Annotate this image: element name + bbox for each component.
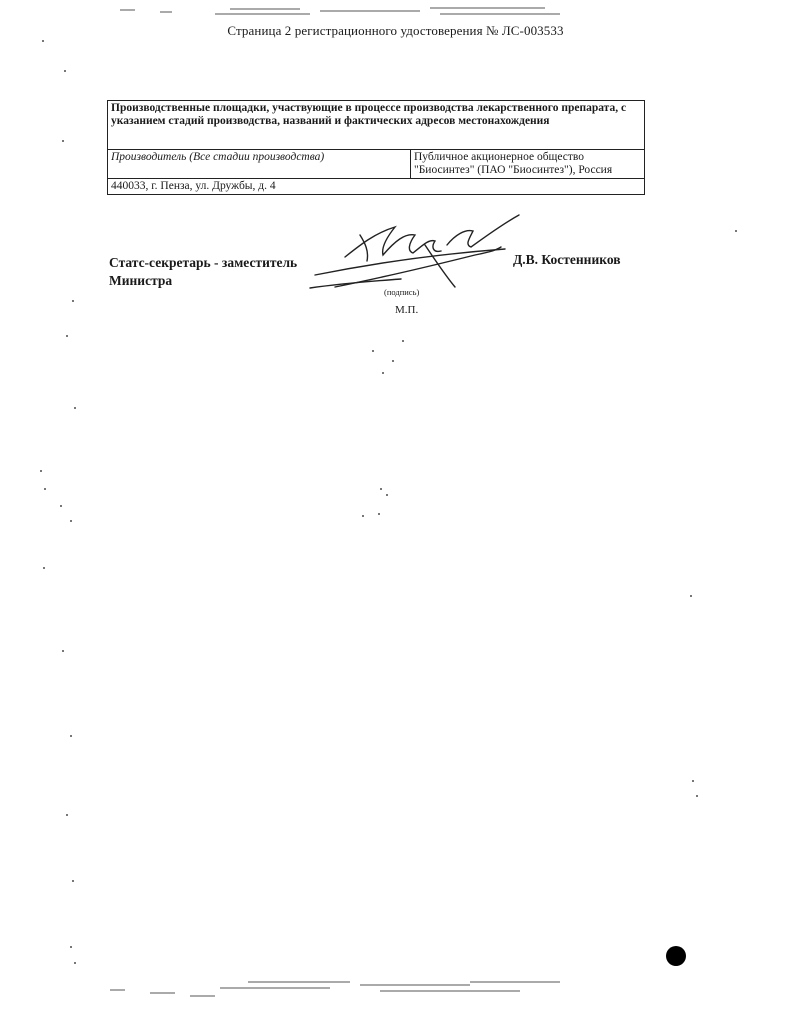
handwritten-signature (305, 205, 540, 295)
table-heading: Производственные площадки, участвующие в процессе производства лекарственного препарата, с указанием стадий производства, названий и фактических адресов местонахождения (108, 101, 645, 150)
table-row (108, 150, 645, 179)
production-sites-table (107, 100, 645, 195)
page-title: Страница 2 регистрационного удостоверения № ЛС-003533 (227, 23, 564, 38)
manufacturer-name: Публичное акционерное общество "Биосинтез" (ПАО "Биосинтез"), Россия (411, 150, 645, 179)
signature-caption: (подпись) (384, 287, 420, 297)
scan-dot (666, 946, 686, 966)
table-row (108, 179, 645, 195)
signatory-name: Д.В. Костенников (513, 252, 621, 267)
manufacturer-stage-label: Производитель (Все стадии производства) (108, 150, 411, 179)
signatory-position: Статс-секретарь - заместитель Министра (109, 255, 298, 288)
seal-mark: М.П. (395, 304, 419, 316)
manufacturer-address: 440033, г. Пенза, ул. Дружбы, д. 4 (108, 179, 645, 195)
table-row (108, 101, 645, 150)
